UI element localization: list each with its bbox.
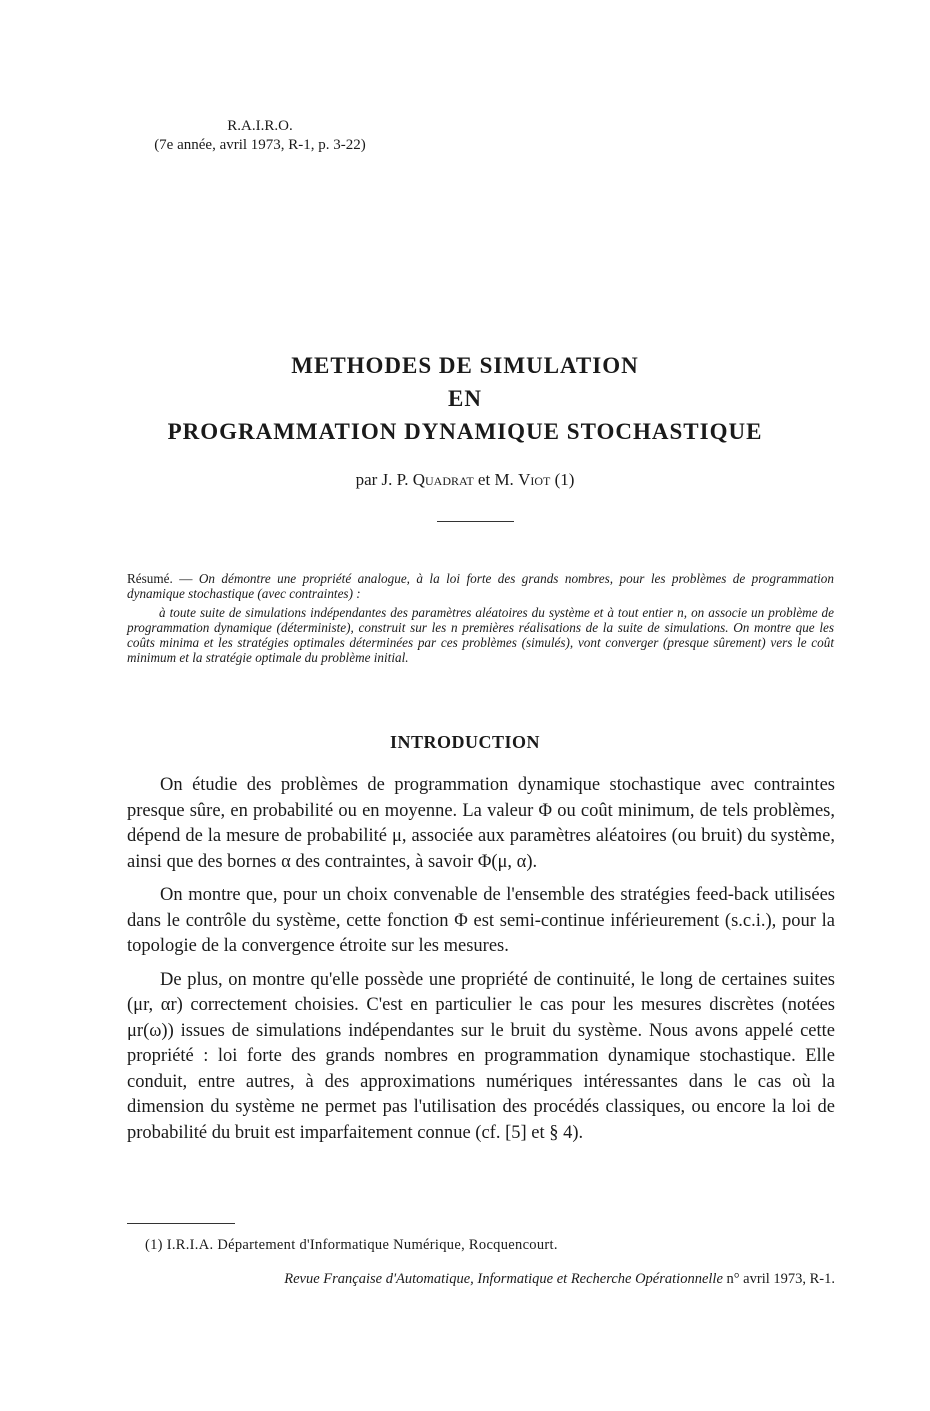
abstract-label: Résumé. — xyxy=(127,571,199,586)
title-separator xyxy=(437,521,514,522)
footnote-rule xyxy=(127,1223,235,1224)
authors-line xyxy=(0,470,930,490)
title-line-2: EN xyxy=(448,386,482,411)
journal-header xyxy=(110,117,410,155)
abstract-paragraph-1 xyxy=(127,571,834,601)
body-paragraph-2: On montre que, pour un choix convenable de l'ensemble des stratégies feed-back utilisées dans le contrôle du système, cette fonction Φ est semi-continue inférieurement (s.c.i.), pour la topologie de la convergence étroite sur les mesures. xyxy=(127,885,835,956)
footnote: (1) I.R.I.A. Département d'Informatique Numérique, Rocquencourt. xyxy=(145,1237,558,1253)
body-paragraph-1: On étudie des problèmes de programmation dynamique stochastique avec contraintes presque sûre, en probabilité ou en moyenne. La valeur Φ ou coût minimum, de tels problèmes, dépend de la mesure de probabilité μ, associée aux paramètres aléatoires (ou bruit) du système, ainsi que des bornes α des contraintes, à savoir Φ(μ, α). xyxy=(127,775,835,872)
footer-journal: Revue Française d'Automatique, Informatique et Recherche Opérationnelle xyxy=(284,1271,723,1287)
abstract-text-1: On démontre une propriété analogue, à la loi forte des grands nombres, pour les problèmes de programmation dynamique stochastique (avec contraintes) : xyxy=(127,571,834,601)
journal-issue: (7e année, avril 1973, R-1, p. 3-22) xyxy=(154,137,366,153)
author-viot: Viot xyxy=(518,470,551,489)
abstract xyxy=(127,571,834,665)
page-footer xyxy=(127,1271,835,1288)
authors-conjunction: et M. xyxy=(473,470,519,489)
author-quadrat: Quadrat xyxy=(412,470,474,489)
footer-issue: n° avril 1973, R-1. xyxy=(722,1271,835,1287)
section-heading: INTRODUCTION xyxy=(389,732,541,752)
body-paragraph-3: De plus, on montre qu'elle possède une propriété de continuité, le long de certaines suites (μr, αr) correctement choisies. C'est en particulier le cas pour les mesures discrètes (notées μr(ω)) issues de simulations indépendantes sur le bruit du système. Nous avons appelé cette propriété : loi forte des grands nombres en programmation dynamique stochastique. Elle conduit, entre autres, à des approximations numériques intéressantes dans le cas où la dimension du système ne permet pas l'utilisation des procédés classiques, ou encore la loi de probabilité du bruit est imparfaitement connue (cf. [5] et § 4). xyxy=(127,969,835,1143)
paper-title xyxy=(0,349,930,448)
journal-name: R.A.I.R.O. xyxy=(227,118,293,134)
abstract-paragraph-2: à toute suite de simulations indépendantes des paramètres aléatoires du système et à tout entier n, on associe un problème de programmation dynamique (déterministe), construit sur les n premières réalisations de la suite de simulations. On montre que les coûts minima et les stratégies optimales déterminées par ces problèmes (simulés), vont converger (presque sûrement) vers le coût minimum et la stratégie optimale du problème initial. xyxy=(127,605,834,665)
title-line-3: PROGRAMMATION DYNAMIQUE STOCHASTIQUE xyxy=(167,419,763,444)
authors-prefix: par J. P. xyxy=(355,470,413,489)
author-footnote-marker: (1) xyxy=(550,470,575,489)
body-text xyxy=(127,773,835,1154)
title-line-1: METHODES DE SIMULATION xyxy=(291,353,639,378)
